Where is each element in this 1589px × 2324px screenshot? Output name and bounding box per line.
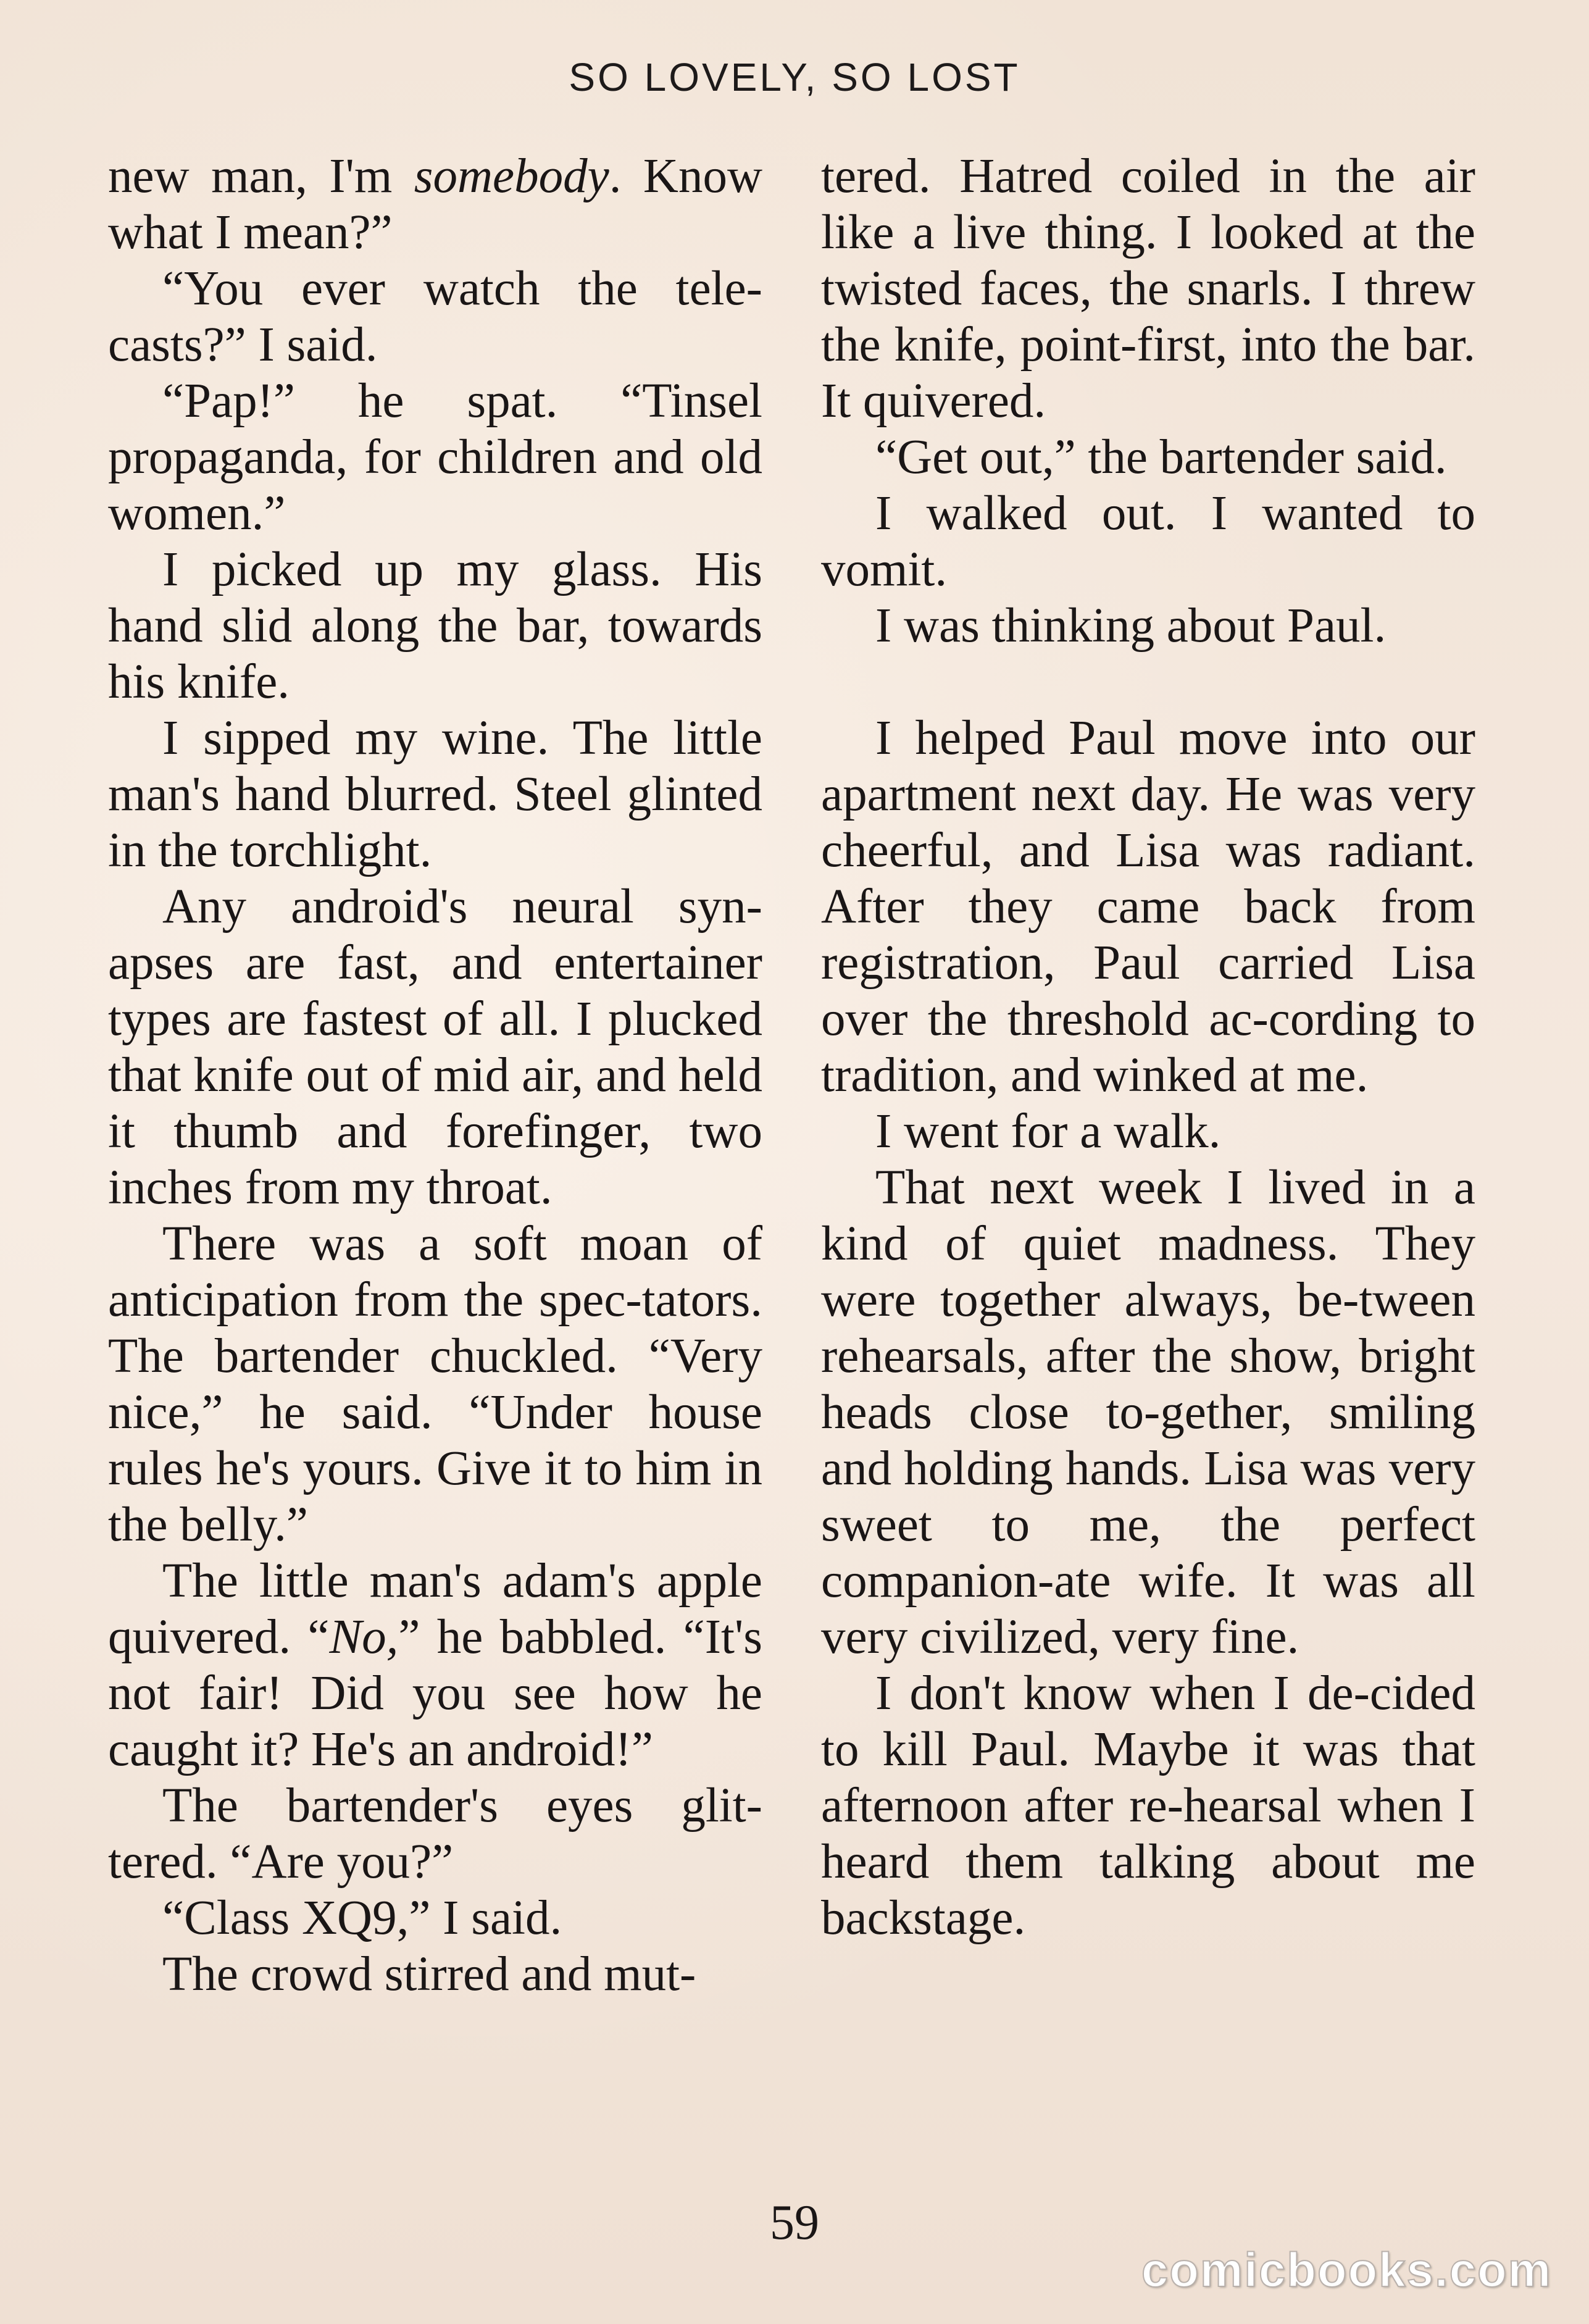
paragraph: “Class XQ9,” I said. <box>162 1891 562 1945</box>
emphasis-text: No, <box>329 1610 399 1664</box>
paragraph: There was a soft moan of anticipation from the spec-tators. The bartender chuckled. “Very nice,” he said. “Under house rules he's yours. Give it to him in the belly.” <box>108 1217 762 1552</box>
left-text-column <box>108 148 762 2002</box>
paragraph <box>108 148 762 261</box>
paragraph: I picked up my glass. His hand slid along the bar, towards his knife. <box>108 543 762 709</box>
paragraph <box>108 1553 762 1778</box>
right-text-column <box>821 148 1475 1946</box>
paragraph: “You ever watch the tele-casts?” I said. <box>108 262 762 372</box>
text-run: new man, I'm <box>108 149 414 203</box>
paragraph: I helped Paul move into our apartment next day. He was very cheerful, and Lisa was radiant. After they came back from registration, Paul carried Lisa over the threshold ac-cording to tradition, and winked at me. <box>821 711 1475 1102</box>
paragraph: The bartender's eyes glit-tered. “Are you?” <box>108 1779 762 1889</box>
paragraph: I walked out. I wanted to vomit. <box>821 487 1475 596</box>
paragraph: I sipped my wine. The little man's hand blurred. Steel glinted in the torchlight. <box>108 711 762 877</box>
page-number: 59 <box>770 2196 819 2250</box>
text-run: The little man's adam's apple quivered. “ <box>108 1554 762 1664</box>
paragraph: Any android's neural syn-apses are fast, and entertainer types are fastest of all. I plucked that knife out of mid air, and held it thumb and forefinger, two inches from my throat. <box>108 880 762 1214</box>
paragraph: That next week I lived in a kind of quiet madness. They were together always, be-tween rehearsals, after the show, bright heads close to-gether, smiling and holding hands. Lisa was very sweet to me, the perfect companion-ate wife. It was all very civilized, very fine. <box>821 1161 1475 1664</box>
text-run: ” he babbled. “It's not fair! Did you see how he caught it? He's an android!” <box>108 1610 762 1776</box>
paragraph: I don't know when I de-cided to kill Paul. Maybe it was that afternoon after re-hearsal when I heard them talking about me backstage. <box>821 1666 1475 1945</box>
paragraph: I went for a walk. <box>875 1105 1221 1158</box>
paragraph: tered. Hatred coiled in the air like a live thing. I looked at the twisted faces, the snarls. I threw the knife, point-first, into the bar. It quivered. <box>821 149 1475 428</box>
paragraph: “Get out,” the bartender said. <box>875 430 1447 484</box>
watermark-logo: comicbooks.com <box>1141 2242 1552 2297</box>
paragraph: “Pap!” he spat. “Tinsel propaganda, for children and old women.” <box>108 374 762 540</box>
paragraph: I was thinking about Paul. <box>875 599 1387 653</box>
text-run: . Know what I mean?” <box>108 149 762 259</box>
running-title: SO LOVELY, SO LOST <box>569 55 1020 99</box>
emphasis-text: somebody <box>414 149 609 203</box>
paragraph: The crowd stirred and mut- <box>162 1947 696 2001</box>
